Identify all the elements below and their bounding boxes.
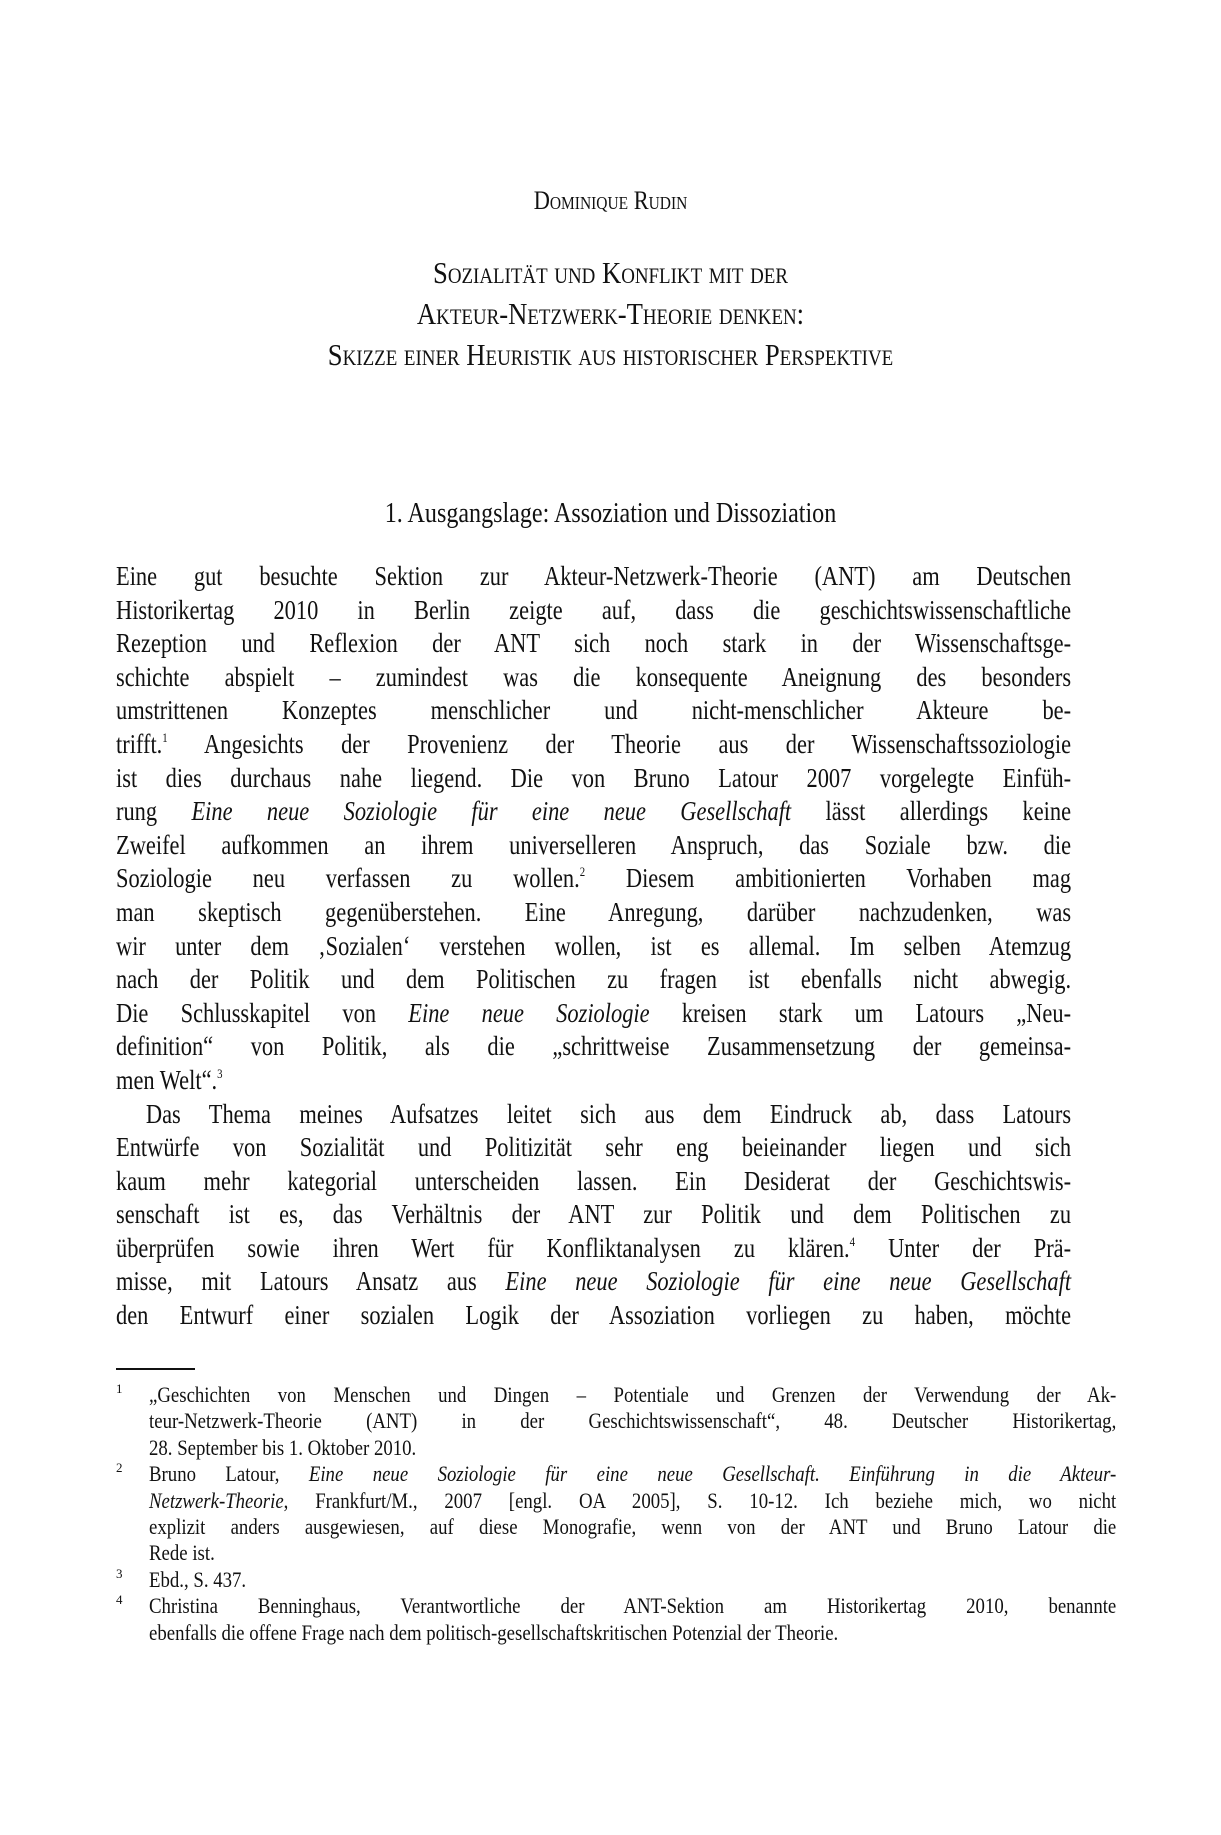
text-line: Zweifel aufkommen an ihrem universelleren Anspruch, das Soziale bzw. die bbox=[116, 829, 1072, 860]
text-line bbox=[116, 862, 1071, 896]
text-line: Eine gut besuchte Sektion zur Akteur-Netzwerk-Theorie (ANT) am Deutschen bbox=[116, 561, 1072, 591]
text-line: schichte abspielt – zumindest was die konsequente Aneignung des besonders bbox=[116, 661, 1072, 692]
text-run: men Welt“. bbox=[116, 1064, 218, 1095]
footnote-ref[interactable]: 2 bbox=[579, 864, 586, 880]
footnote bbox=[116, 1382, 1116, 1461]
text-run: lässt allerdings keine bbox=[791, 796, 1072, 827]
footnote-line: Ebd., S. 437. bbox=[149, 1566, 247, 1592]
footnote-line bbox=[149, 1488, 1116, 1514]
title-line: Skizze einer Heuristik aus historischer Perspektive bbox=[327, 337, 894, 372]
text-run: Bruno Latour, bbox=[149, 1461, 309, 1487]
footnote-number: 1 bbox=[116, 1381, 123, 1396]
footnote bbox=[116, 1593, 1116, 1646]
text-run: rung bbox=[116, 796, 192, 827]
text-line: senschaft ist es, das Verhältnis der ANT zur Politik und dem Politischen zu bbox=[116, 1199, 1072, 1230]
text-line: Das Thema meines Aufsatzes leitet sich aus dem Eindruck ab, dass Latours bbox=[145, 1098, 1072, 1129]
footnote-ref[interactable]: 1 bbox=[162, 729, 168, 745]
text-run: Soziologie neu verfassen zu wollen. bbox=[116, 863, 580, 894]
title-line: Sozialität und Konflikt mit der bbox=[432, 255, 788, 290]
book-title: Eine neue Soziologie für eine neue Gesellschaft bbox=[191, 796, 792, 827]
text-line bbox=[116, 1265, 1071, 1299]
text-line: Rezeption und Reflexion der ANT sich noch stark in der Wissenschaftsge- bbox=[116, 628, 1072, 659]
text-line: umstrittenen Konzeptes menschlicher und nicht-menschlicher Akteure be- bbox=[116, 695, 1072, 726]
body-text bbox=[116, 560, 1116, 1333]
text-line: definition“ von Politik, als die „schrittweise Zusammensetzung der gemeinsa- bbox=[116, 1031, 1072, 1062]
text-line: ist dies durchaus nahe liegend. Die von Bruno Latour 2007 vorgelegte Einfüh- bbox=[116, 762, 1072, 793]
text-line: den Entwurf einer sozialen Logik der Assoziation vorliegen zu haben, möchte bbox=[116, 1300, 1072, 1331]
author-name: Dominique Rudin bbox=[533, 186, 688, 215]
book-title: Eine neue Soziologie bbox=[408, 997, 650, 1028]
text-line bbox=[116, 997, 1071, 1031]
footnote-ref[interactable]: 3 bbox=[217, 1065, 223, 1081]
footnote-line: explizit anders ausgewiesen, auf diese Monografie, wenn von der ANT und Bruno Latour die bbox=[149, 1513, 1117, 1539]
text-run: Angesichts der Provenienz der Theorie aus der Wissenschaftssoziologie bbox=[203, 728, 1072, 759]
text-run: misse, mit Latours Ansatz aus bbox=[116, 1266, 506, 1297]
footnote-line bbox=[149, 1461, 1116, 1487]
footnote-number: 2 bbox=[116, 1460, 123, 1476]
footnote bbox=[116, 1461, 1116, 1567]
footnote-line: ebenfalls die offene Frage nach dem politisch-gesellschaftskritischen Potenzial der Theorie. bbox=[149, 1619, 839, 1645]
text-line bbox=[116, 728, 1071, 762]
footnote-line: Christina Benninghaus, Verantwortliche der ANT-Sektion am Historikertag 2010, benannte bbox=[149, 1593, 1117, 1619]
text-run: , Frankfurt/M., 2007 [engl. OA 2005], S. 10-12. Ich beziehe mich, wo nicht bbox=[283, 1487, 1117, 1513]
footnote-line: teur-Netzwerk-Theorie (ANT) in der Geschichtswissenschaft“, 48. Deutscher Historikertag, bbox=[149, 1408, 1117, 1434]
text-run: Die Schlusskapitel von bbox=[116, 997, 409, 1028]
text-run: Unter der Prä- bbox=[888, 1232, 1072, 1263]
footnote-separator bbox=[116, 1368, 195, 1370]
text-line: Historikertag 2010 in Berlin zeigte auf, dass die geschichtswissenschaftliche bbox=[116, 594, 1072, 625]
footnote bbox=[116, 1567, 1116, 1593]
title-line: Akteur-Netzwerk-Theorie denken: bbox=[416, 296, 805, 331]
footnote-ref[interactable]: 4 bbox=[849, 1233, 856, 1249]
book-title: Netzwerk-Theorie bbox=[149, 1487, 284, 1513]
footnote-line: Rede ist. bbox=[149, 1540, 215, 1566]
book-title: Eine neue Soziologie für eine neue Gesellschaft. Einführung in die Akteur- bbox=[308, 1461, 1117, 1487]
text-line bbox=[116, 1064, 1071, 1098]
footnote-number: 3 bbox=[116, 1565, 123, 1581]
text-run: überprüfen sowie ihren Wert für Konfliktanalysen zu klären. bbox=[116, 1232, 850, 1263]
text-line: man skeptisch gegenüberstehen. Eine Anregung, darüber nachzudenken, was bbox=[116, 896, 1072, 927]
footnote-line: „Geschichten von Menschen und Dingen – Potentiale und Grenzen der Verwendung der Ak- bbox=[149, 1382, 1117, 1407]
text-run: kreisen stark um Latours „Neu- bbox=[649, 997, 1072, 1028]
footnote-number: 4 bbox=[116, 1592, 123, 1608]
text-line: wir unter dem ‚Sozialen‘ verstehen wollen, ist es allemal. Im selben Atemzug bbox=[116, 930, 1072, 961]
text-line: nach der Politik und dem Politischen zu fragen ist ebenfalls nicht abwegig. bbox=[116, 964, 1072, 995]
footnotes bbox=[116, 1382, 1116, 1646]
text-line bbox=[116, 1232, 1071, 1266]
text-line bbox=[116, 795, 1071, 829]
book-title: Eine neue Soziologie für eine neue Gesellschaft bbox=[505, 1266, 1072, 1297]
section-heading: 1. Ausgangslage: Assoziation und Dissoziation bbox=[384, 498, 837, 529]
text-line: kaum mehr kategorial unterscheiden lassen. Ein Desiderat der Geschichtswis- bbox=[116, 1165, 1072, 1196]
article-title bbox=[85, 252, 1135, 375]
text-run: trifft. bbox=[116, 728, 163, 759]
text-run: Diesem ambitionierten Vorhaben mag bbox=[625, 863, 1072, 894]
footnote-line: 28. September bis 1. Oktober 2010. bbox=[149, 1434, 417, 1460]
text-line: Entwürfe von Sozialität und Politizität sehr eng beieinander liegen und sich bbox=[116, 1132, 1072, 1163]
